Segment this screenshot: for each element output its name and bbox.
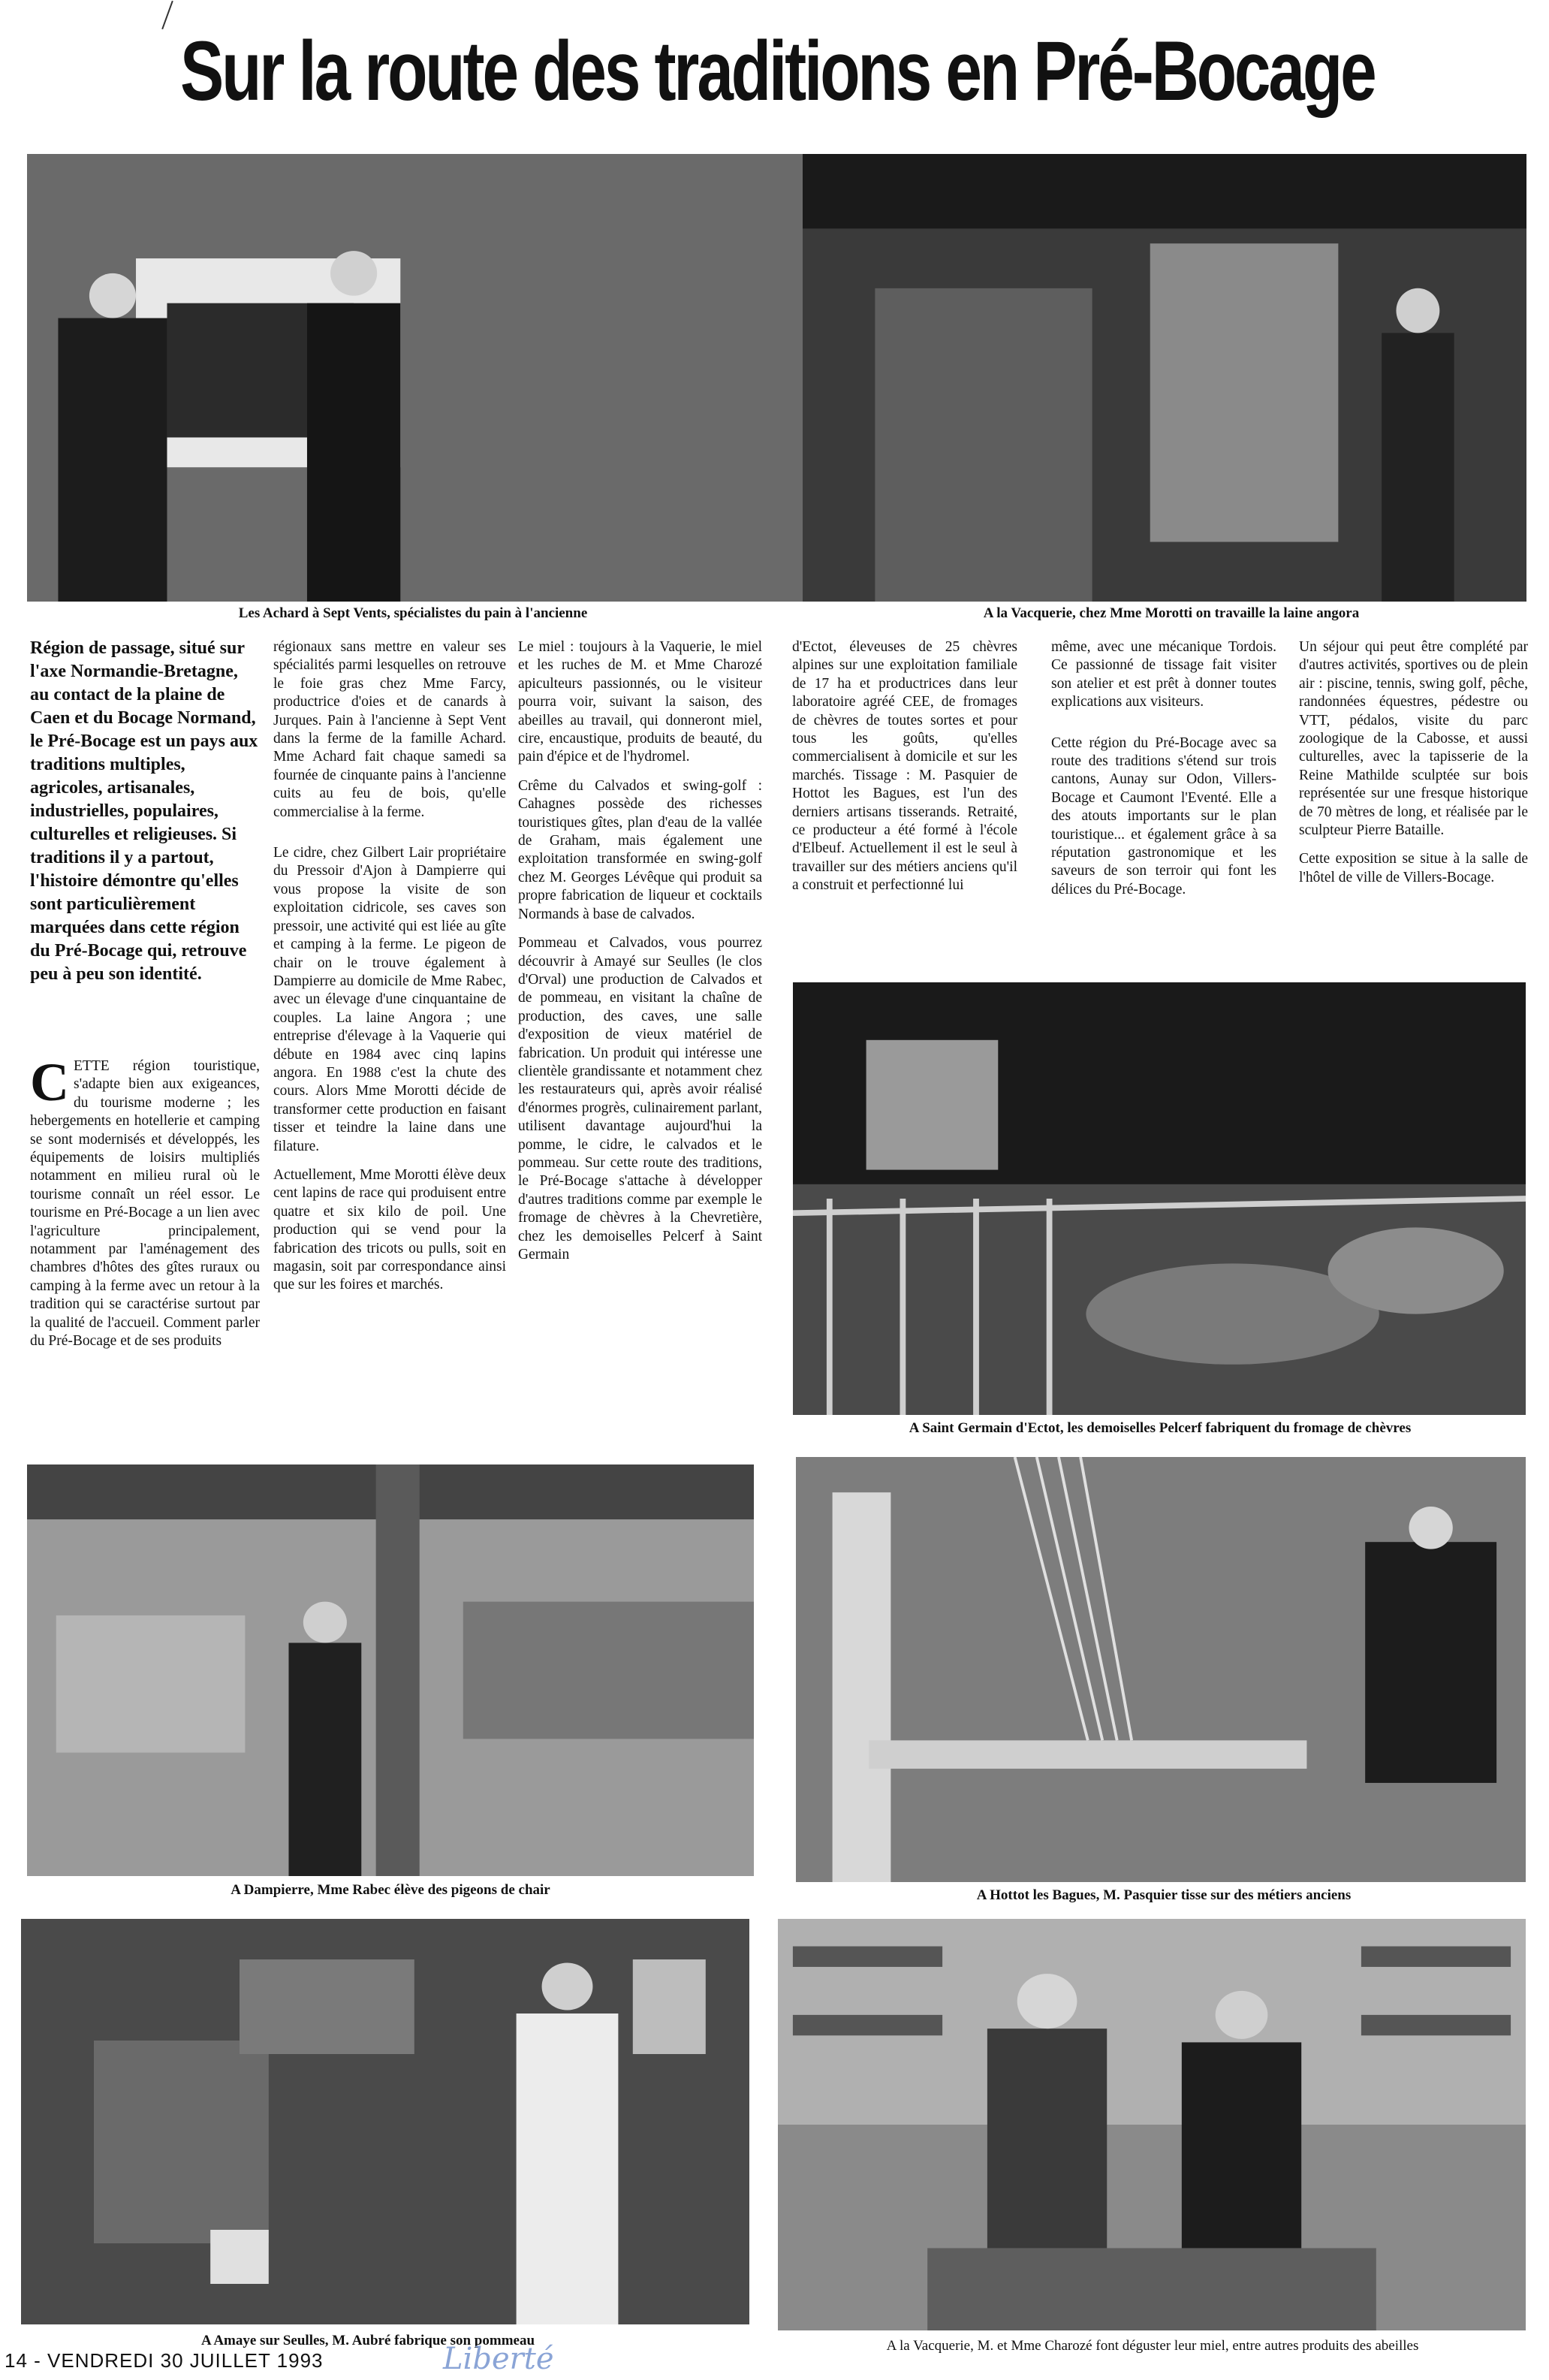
caption-achard: Les Achard à Sept Vents, spécialistes du pain à l'ancienne [238,605,588,621]
column-2 [273,638,506,1305]
photo-aubre [21,1919,749,2324]
column-3-paragraph: Le miel : toujours à la Vaquerie, le miel et les ruches de M. et Mme Charozé apiculteurs passionnés, ou le visiteur pourra voir, suivant la saison, des abeilles au travail, qui donneront miel, cire, encaustique, produits de beauté, du pain d'épice et de l'hydromel. [518,639,762,765]
column-6 [1299,638,1528,897]
caption-pelcerf: A Saint Germain d'Ectot, les demoiselles Pelcerf fabriquent du fromage de chèvres [909,1420,1412,1436]
column-3-paragraph: Pommeau et Calvados, vous pourrez découvrir à Amayé sur Seulles (le clos d'Orval) une production de Calvados et de pommeau, en visitant la chaîne de production, des caves, une salle d'exposition de vieux matériel de fabrication. Un produit qui intéresse une clientèle grandissante et notamment chez les restaurateurs qui, après avoir réalisé d'énormes progrès, culinairement parlant, utilisent davantage aujourd'hui la pomme, le cidre, le calvados et le pommeau. Sur cette route des traditions, le Pré-Bocage s'attache à développer d'autres traditions comme par exemple le fromage de chèvres à la Chevretière, chez les demoiselles Pelcerf à Saint Germain [518,935,762,1262]
column-5-paragraph: Cette région du Pré-Bocage avec sa route des traditions s'étend sur trois cantons, Aunay sur Odon, Villers-Bocage et Caumont l'Eventé. Elle a des atouts importants sur le plan touristique... et également grâce à sa réputation gastronomique et les saveurs de son terroir qui font les délices du Pré-Bocage. [1051,735,1276,897]
photo-pasquier [796,1457,1526,1882]
publication-signature: Liberté [443,2342,554,2376]
caption-rabec: A Dampierre, Mme Rabec élève des pigeons de chair [231,1882,550,1898]
dropcap: C [30,1052,69,1112]
column-5 [1051,638,1276,909]
column-2-paragraph: régionaux sans mettre en valeur ses spécialités parmi lesquelles on retrouve le foie gras chez Mme Farcy, productrice d'oies et de canards à Jurques. Pain à l'ancienne à Sept Vent dans la ferme de la famille Achard. Mme Achard fait chaque samedi sa fournée de cinquante pains à l'ancienne cuits au feu de bois, qu'elle commercialise à la ferme. [273,639,506,820]
column-1 [30,1052,260,1351]
headline: Sur la route des traditions en Pré-Bocage [180,24,1375,118]
photo-achard [27,154,805,602]
photo-morotti [803,154,1526,602]
page-footer: 14 - VENDREDI 30 JUILLET 1993 [5,2349,324,2372]
column-3 [518,638,762,1274]
column-6-paragraph: Un séjour qui peut être complété par d'autres activités, sportives ou de plein air : piscine, tennis, swing golf, pêche, randonnées équestres, pédestre ou VTT, pédalos, visite du parc zoologique de la Cabosse, et aussi culturelles, avec la tapisserie de la Reine Mathilde sculptée sur bois représentée sur une fresque historique de 70 mètres de long, et réalisée par le sculpteur Pierre Bataille. [1299,639,1528,839]
intro-paragraph: Région de passage, situé sur l'axe Normandie-Bretagne, au contact de la plaine de Caen et du Bocage Normand, le Pré-Bocage est un pays aux traditions multiples, agricoles, artisanales, industrielles, populaires, culturelles et religieuses. Si traditions il y a partout, l'histoire démontre qu'elles sont particulièrement marquées dans cette région du Pré-Bocage qui, retrouve peu à peu son identité. [30,638,258,984]
column-3-paragraph: Crême du Calvados et swing-golf : Cahagnes possède des richesses touristiques gîtes, plan d'eau de la vallée de Graham, mais également une exploitation transformée en swing-golf chez M. Georges Lévêque qui produit sa propre fabrication de liqueur et cocktails Normands à base de calvados. [518,777,762,922]
column-5-paragraph: même, avec une mécanique Tordois. Ce passionné de tissage fait visiter son atelier et est prêt à donner toutes explications aux visiteurs. [1051,639,1276,710]
photo-pelcerf [793,982,1526,1415]
photo-charoze [778,1919,1526,2330]
column-2-paragraph: Le cidre, chez Gilbert Lair propriétaire du Pressoir d'Ajon à Dampierre qui vous propose la visite de son exploitation cidricole, ses caves son pressoir, une activité qui est liée au gîte et camping à la ferme. Le pigeon de chair on le trouve également à Dampierre au domicile de Mme Rabec, avec un élevage d'une cinquantaine de couples. La laine Angora ; une entreprise d'élevage à la Vaquerie qui débute en 1984 avec cinq lapins angora. En 1988 c'est la chute des cours. Alors Mme Morotti décide de transformer cette production en faisant tisser et teindre la laine dans une filature. [273,845,506,1154]
page-corner-mark [161,1,173,29]
caption-morotti: A la Vacquerie, chez Mme Morotti on travaille la laine angora [983,605,1360,621]
column-4-paragraph: d'Ectot, éleveuses de 25 chèvres alpines sur une exploitation familiale de 17 ha et productrices dans leur laboratoire agréé CEE, de fromages de chèvres de toutes sortes et pour tous les goûts, qu'elles commercialisent à domicile et sur les marchés. Tissage : M. Pasquier de Hottot les Bagues, est l'un des derniers artisans tisserands. Retraité, ce producteur a été formé à l'école d'Elbeuf. Actuellement il est le seul à travailler sur des métiers anciens qu'il a construit et perfectionné lui [792,639,1017,894]
caption-charoze: A la Vacquerie, M. et Mme Charozé font déguster leur miel, entre autres produits des abeilles [886,2338,1419,2354]
caption-aubre: A Amaye sur Seulles, M. Aubré fabrique son pommeau [200,2333,535,2348]
photo-rabec [27,1464,754,1876]
column-6-paragraph: Cette exposition se situe à la salle de l'hôtel de ville de Villers-Bocage. [1299,851,1528,885]
column-4 [792,638,1017,906]
caption-pasquier: A Hottot les Bagues, M. Pasquier tisse sur des métiers anciens [976,1887,1352,1903]
column-1-body: ETTE région touristique, s'adapte bien aux exigeances, du tourisme moderne ; les hebergements en hotellerie et camping se sont modernisés et développés, les équipements de loisirs multipliés notamment en milieu rural où le tourisme connaît un réel essor. Le tourisme en Pré-Bocage a un lien avec l'agriculture principalement, notamment par l'aménagement des chambres d'hôtes des gîtes ruraux ou camping à la ferme avec un retour à la tradition qui se caractérise surtout par la qualité de l'accueil. Comment parler du Pré-Bocage et de ses produits [30,1058,260,1350]
column-2-paragraph: Actuellement, Mme Morotti élève deux cent lapins de race qui produisent entre quatre et six kilo de poil. Une production qui se vend pour la fabrication des tricots ou pulls, soit en magasin, soit par correspondance ainsi que sur les foires et marchés. [273,1166,506,1293]
